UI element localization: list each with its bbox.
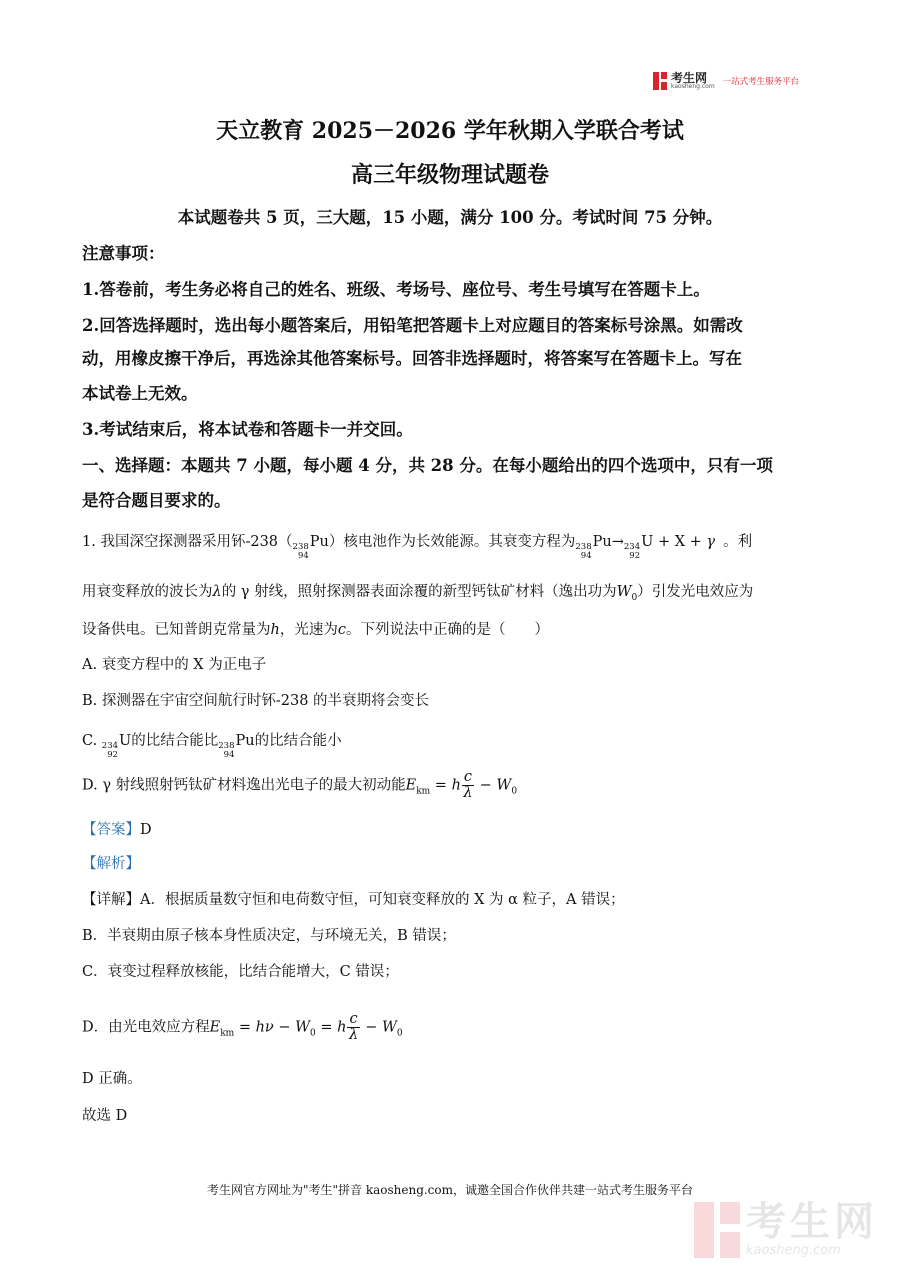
detail-b: B．半衰期由原子核本身性质决定，与环境无关，B 错误；	[82, 928, 456, 944]
analysis-label: 【解析】	[82, 856, 140, 872]
c-over-lambda: $\frac{c}{\lambda}$	[463, 769, 473, 801]
exam-info: 本试题卷共 5 页，三大题，15 小题，满分 100 分。考试时间 75 分钟。	[177, 208, 723, 227]
logo-name: 考生网	[671, 71, 708, 85]
notice-item-2-line2: 动，用橡皮擦干净后，再选涂其他答案标号。回答非选择题时，将答案写在答题卡上。写在	[82, 349, 742, 368]
notice-heading: 注意事项：	[82, 244, 165, 263]
watermark-logo-icon	[694, 1202, 740, 1258]
pu-nuclide: 238 94	[292, 542, 309, 561]
d-correct: D 正确。	[82, 1071, 142, 1087]
detail-c: C．衰变过程释放核能，比结合能增大，C 错误；	[82, 964, 399, 980]
logo-url: kaosheng.com	[671, 83, 715, 90]
detail-a: 【详解】A．根据质量数守恒和电荷数守恒，可知衰变释放的 X 为 α 粒子，A 错误；	[82, 892, 625, 908]
option-c: C. 234 92 U的比结合能比 238 94 Pu的比结合能小	[82, 733, 342, 760]
detail-d: D．由光电效应方程$E_{km} = h\nu - W_0 = h$ $\frac{c}{\lambda}$ − $W_0$	[82, 1011, 403, 1043]
section-1-line1: 一、选择题：本题共 7 小题，每小题 4 分，共 28 分。在每小题给出的四个选项中，只有一项	[82, 456, 773, 475]
logo-mark-icon	[653, 72, 667, 90]
footer-text: 考生网官方网址为"考生"拼音 kaosheng.com，诚邀全国合作伙伴共建一站式考生服务平台	[206, 1183, 694, 1197]
notice-item-1: 1.答卷前，考生务必将自己的姓名、班级、考场号、座位号、考生号填写在答题卡上。	[82, 280, 710, 299]
question-1-stem-line3: 设备供电。已知普朗克常量为h，光速为c。下列说法中正确的是（ ）	[82, 622, 549, 638]
notice-item-3: 3.考试结束后，将本试卷和答题卡一并交回。	[82, 420, 413, 439]
option-b: B. 探测器在宇宙空间航行时钚-238 的半衰期将会变长	[82, 693, 430, 709]
site-logo	[653, 72, 799, 90]
option-a: A. 衰变方程中的 X 为正电子	[82, 657, 267, 673]
logo-slogan: 一站式考生服务平台	[722, 77, 800, 87]
exam-subtitle: 高三年级物理试题卷	[350, 162, 549, 188]
pu-nuclide-eq: 238 94	[575, 542, 592, 561]
section-1-line2: 是符合题目要求的。	[82, 491, 231, 510]
answer-line: 【答案】D	[82, 822, 152, 838]
notice-item-2-line3: 本试卷上无效。	[82, 384, 198, 403]
watermark: 考生网 kaosheng.com	[694, 1201, 878, 1258]
exam-title: 天立教育 2025－2026 学年秋期入学联合考试	[216, 118, 684, 144]
choose-answer: 故选 D	[82, 1108, 128, 1124]
question-1-stem-line2: 用衰变释放的波长为λ的 γ 射线，照射探测器表面涂覆的新型钙钛矿材料（逸出功为$W_0$）引发光电效应为	[82, 584, 754, 603]
notice-item-2-line1: 2.回答选择题时，选出每小题答案后，用铅笔把答题卡上对应题目的答案标号涂黑。如需改	[82, 316, 743, 335]
question-1-stem-line1: 1. 我国深空探测器采用钚-238（ 238 94 Pu）核电池作为长效能源。其衰变方程为 238 94 Pu→ 234 92 U + X + γ 。利	[82, 534, 753, 561]
option-d: D. γ 射线照射钙钛矿材料逸出光电子的最大初动能$E_{km} = h$ $\frac{c}{\lambda}$ − $W_0$	[82, 769, 518, 801]
u-nuclide-eq: 234 92	[623, 542, 641, 561]
